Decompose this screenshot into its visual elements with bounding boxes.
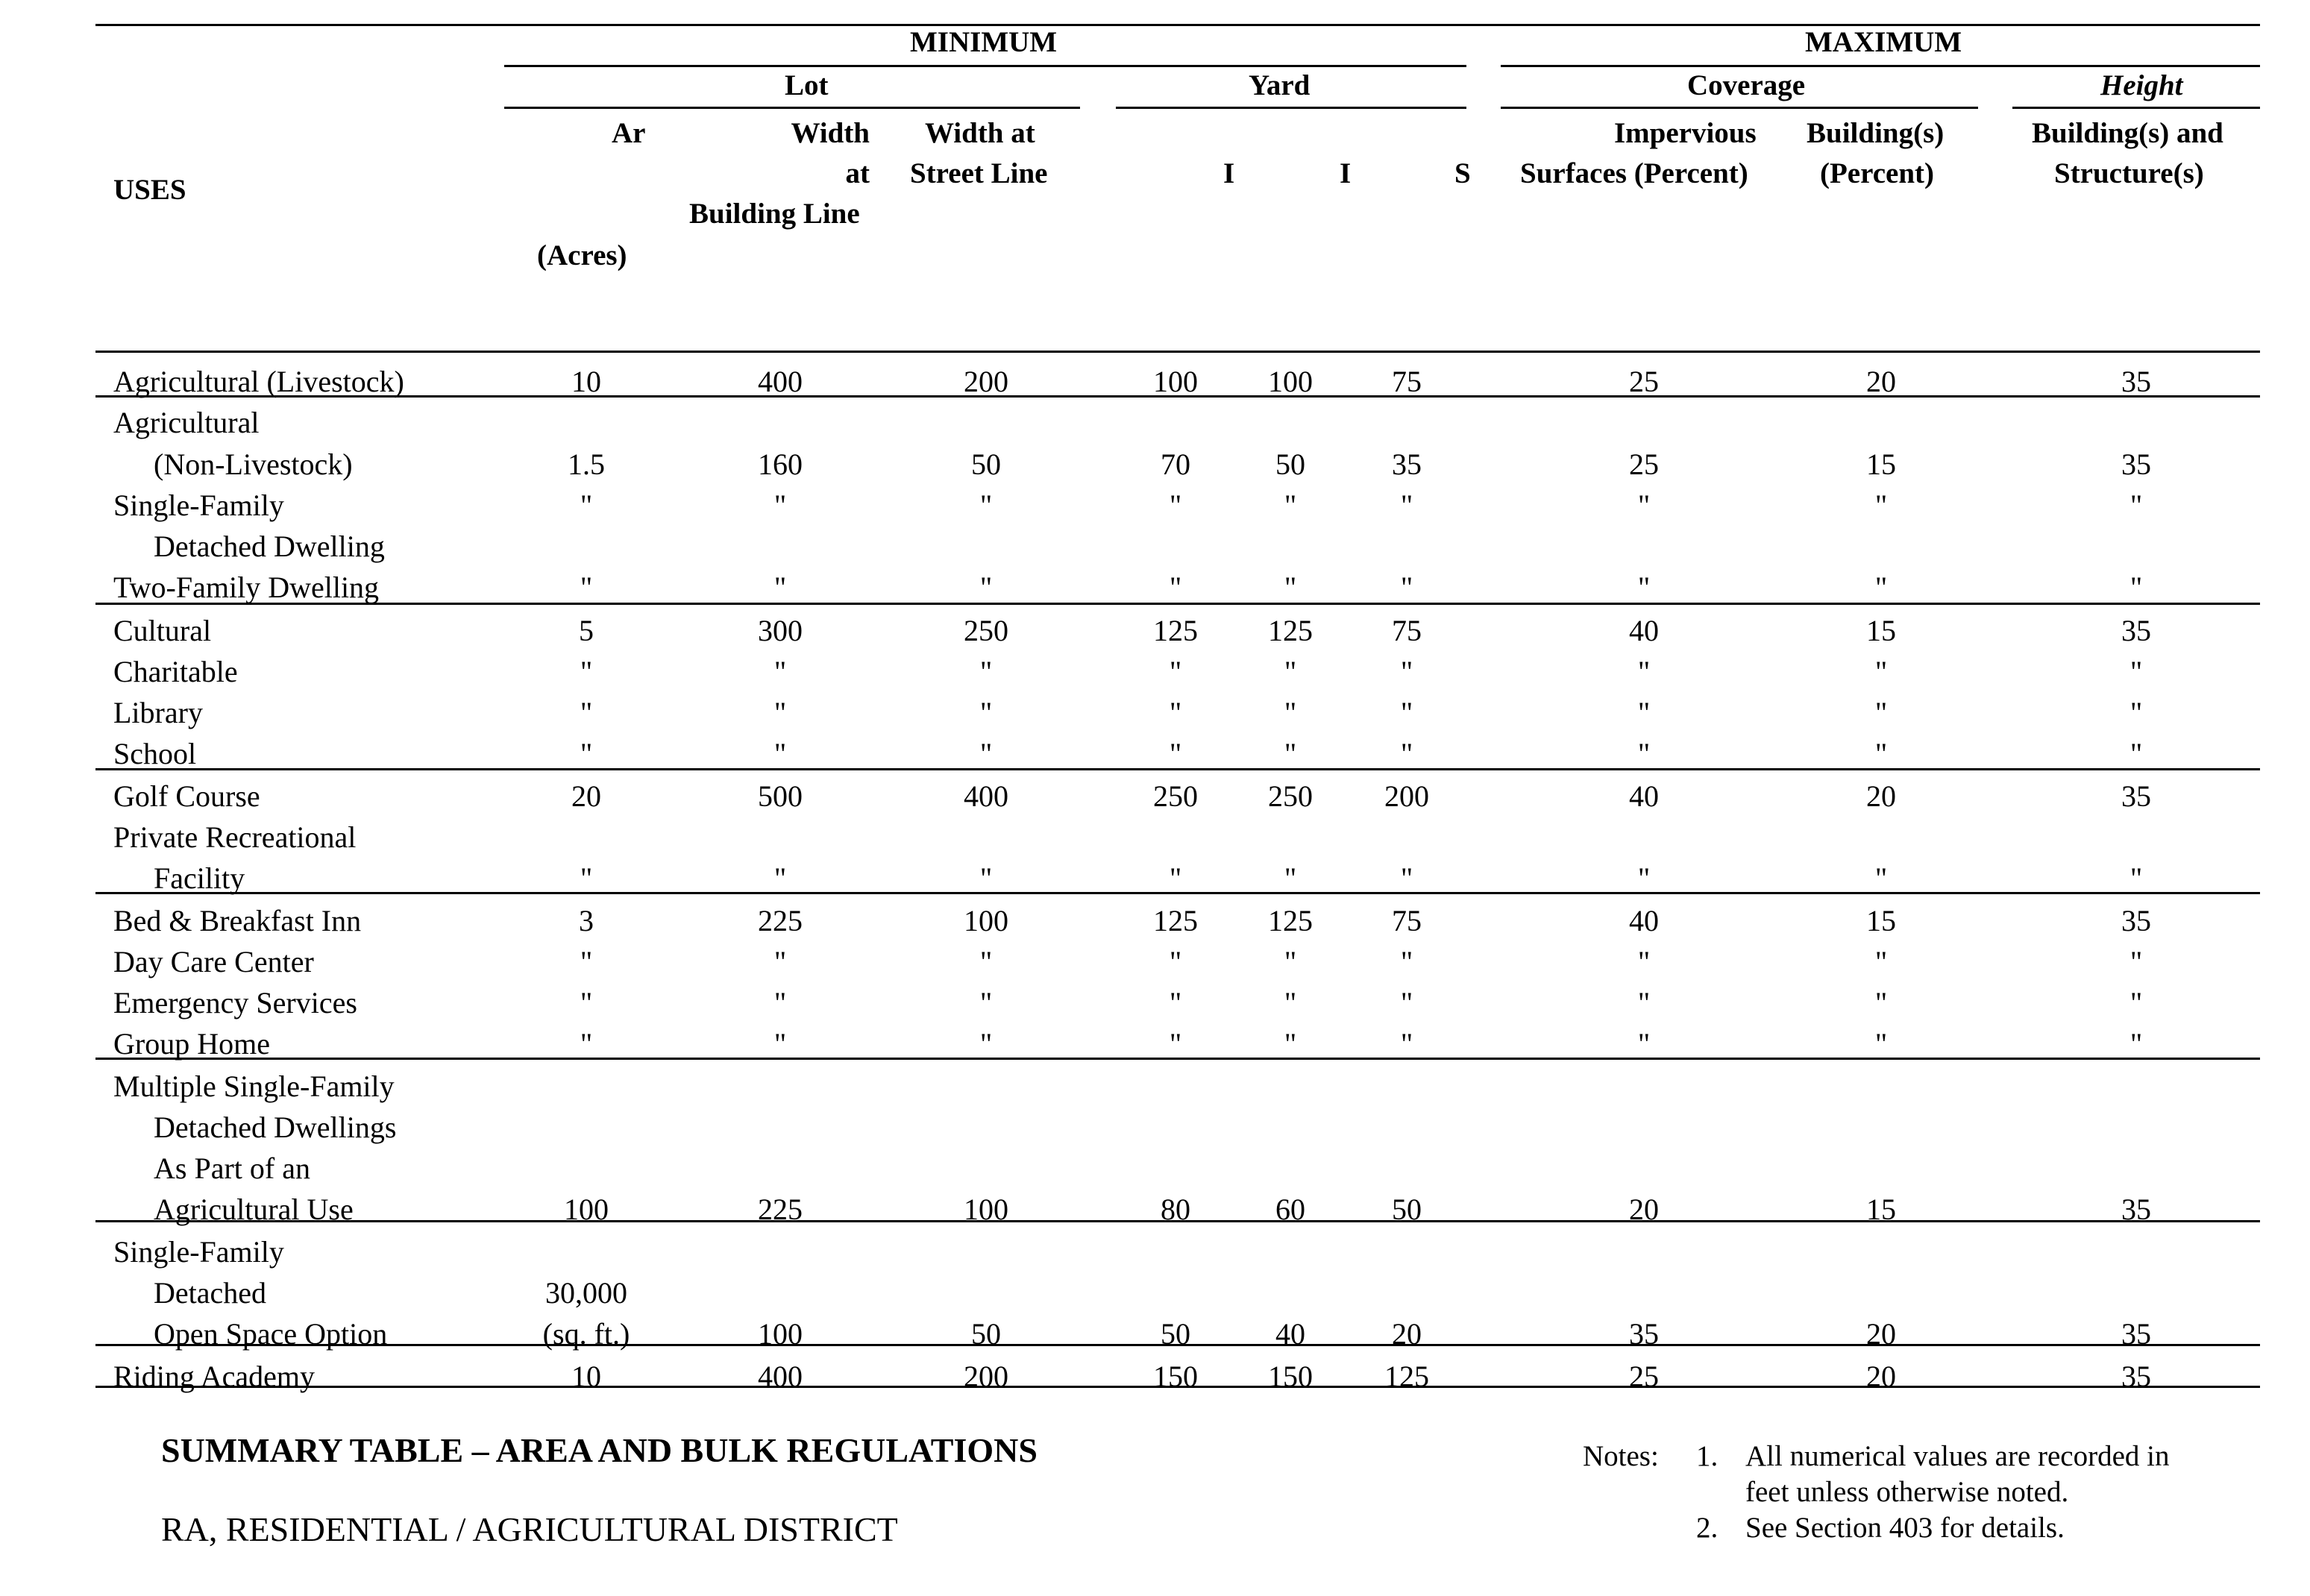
table-title: SUMMARY TABLE – AREA AND BULK REGULATIONS [161,1431,1038,1469]
cell-value: 40 [1629,779,1659,813]
cell-value: 35 [2121,1193,2151,1226]
cell-value: 15 [1866,447,1896,481]
cell-value: 35 [1392,447,1422,481]
cell-value: 35 [2121,779,2151,813]
cell-value: 75 [1392,614,1422,647]
cell-value: 400 [964,779,1008,813]
cell-value: 30,000 [545,1276,627,1310]
cell-value: 400 [758,1360,803,1393]
cell-value: 160 [758,447,803,481]
cell-value: " [1637,571,1651,604]
cell-value: " [773,655,787,688]
cell-value: " [1637,945,1651,978]
cell-value: 100 [564,1193,609,1226]
cell-value: 10 [571,365,601,398]
header-maximum: MAXIMUM [1805,26,1962,58]
header-height-l2: Structure(s) [2054,157,2204,189]
cell-value: 250 [964,614,1008,647]
header-width-bl-l2: at [845,157,870,189]
cell-value: " [580,696,593,729]
cell-value: 300 [758,614,803,647]
cell-value: 15 [1866,1193,1896,1226]
cell-value: " [1169,986,1182,1020]
cell-value: " [773,1027,787,1061]
cell-value: " [1400,655,1413,688]
cell-value: 20 [1866,1360,1896,1393]
cell-value: " [1169,655,1182,688]
cell-value: 20 [1392,1317,1422,1351]
cell-value: 35 [2121,904,2151,937]
row-label: Facility [154,861,245,895]
cell-value: " [580,571,593,604]
cell-value: 50 [971,1317,1001,1351]
cell-value: " [979,655,993,688]
cell-value: 20 [1866,779,1896,813]
cell-value: " [2129,571,2143,604]
cell-value: " [979,696,993,729]
cell-value: 150 [1153,1360,1198,1393]
cell-value: " [1169,571,1182,604]
cell-value: 25 [1629,1360,1659,1393]
cell-value: " [1874,945,1888,978]
cell-value: " [580,1027,593,1061]
cell-value: 35 [2121,1317,2151,1351]
row-label: Library [113,696,203,729]
cell-value: 250 [1153,779,1198,813]
row-label: (Non-Livestock) [154,447,353,481]
cell-value: " [1400,861,1413,895]
cell-value: 60 [1275,1193,1305,1226]
cell-value: " [1874,986,1888,1020]
row-label: Charitable [113,655,238,688]
cell-value: 100 [758,1317,803,1351]
cell-value: " [1637,737,1651,770]
notes-label: Notes: [1583,1440,1659,1472]
row-label: Detached Dwellings [154,1110,397,1144]
cell-value: " [2129,488,2143,522]
row-label: Single-Family [113,1235,284,1269]
cell-value: " [1874,861,1888,895]
header-width-sl-l1: Width at [925,117,1035,149]
header-yard: Yard [1249,69,1311,101]
row-label: Single-Family [113,488,284,522]
cell-value: 5 [579,614,594,647]
cell-value: " [1284,861,1297,895]
cell-value: " [1284,1027,1297,1061]
cell-value: " [773,696,787,729]
cell-value: 70 [1161,447,1190,481]
row-label: As Part of an [154,1152,310,1185]
header-yard-rear: I [1340,157,1352,189]
cell-value: " [1284,488,1297,522]
row-label: Golf Course [113,779,260,813]
note-1-number: 1. [1696,1440,1719,1472]
cell-value: " [1874,1027,1888,1061]
cell-value: " [1284,696,1297,729]
cell-value: 125 [1153,614,1198,647]
cell-value: " [2129,655,2143,688]
cell-value: 100 [1268,365,1313,398]
cell-value: " [1874,655,1888,688]
cell-value: " [773,488,787,522]
cell-value: 50 [1392,1193,1422,1226]
row-label: Bed & Breakfast Inn [113,904,362,937]
cell-value: " [979,488,993,522]
header-coverage: Coverage [1687,69,1806,101]
row-label: Day Care Center [113,945,314,978]
cell-value: " [580,861,593,895]
cell-value: 50 [1275,447,1305,481]
row-label: Agricultural (Livestock) [113,365,404,398]
cell-value: " [2129,737,2143,770]
minimum-rule [504,65,1466,67]
cell-value: " [1400,986,1413,1020]
row-label: Detached [154,1276,267,1310]
cell-value: 125 [1268,614,1313,647]
header-width-bl-l3: Building Line [689,198,860,230]
cell-value: " [1284,737,1297,770]
cell-value: (sq. ft.) [542,1317,630,1351]
note-2-text: See Section 403 for details. [1745,1512,2065,1544]
cell-value: " [1284,986,1297,1020]
header-impervious-l1: Impervious [1614,117,1757,149]
cell-value: 40 [1275,1317,1305,1351]
cell-value: 100 [964,904,1008,937]
row-label: School [113,737,197,770]
cell-value: 200 [964,365,1008,398]
cell-value: 225 [758,1193,803,1226]
district-name: RA, RESIDENTIAL / AGRICULTURAL DISTRICT [161,1510,898,1548]
cell-value: " [1284,655,1297,688]
cell-value: " [1874,696,1888,729]
header-bottom-rule [95,351,2260,353]
cell-value: " [580,945,593,978]
header-building-l2: (Percent) [1820,157,1935,189]
cell-value: " [979,1027,993,1061]
row-label: Agricultural Use [154,1193,354,1226]
cell-value: 35 [2121,1360,2151,1393]
cell-value: 40 [1629,904,1659,937]
cell-value: " [1284,945,1297,978]
cell-value: 25 [1629,365,1659,398]
cell-value: " [1169,488,1182,522]
cell-value: 250 [1268,779,1313,813]
cell-value: " [1400,945,1413,978]
cell-value: " [773,571,787,604]
row-label: Two-Family Dwelling [113,571,380,604]
cell-value: " [1874,571,1888,604]
header-height: Height [2100,69,2183,101]
header-yard-side: S [1454,157,1471,189]
note-1-line-1: All numerical values are recorded in [1745,1440,2170,1472]
cell-value: 20 [571,779,601,813]
cell-value: " [2129,945,2143,978]
cell-value: 400 [758,365,803,398]
cell-value: " [979,571,993,604]
cell-value: " [1637,861,1651,895]
header-width-sl-l2: Street Line [910,157,1048,189]
cell-value: 35 [1629,1317,1659,1351]
cell-value: 200 [1384,779,1429,813]
cell-value: " [580,986,593,1020]
cell-value: " [1169,696,1182,729]
header-building-l1: Building(s) [1807,117,1945,149]
header-uses: USES [113,174,186,206]
cell-value: 35 [2121,365,2151,398]
header-yard-front: I [1223,157,1235,189]
cell-value: " [1637,986,1651,1020]
cell-value: 50 [971,447,1001,481]
cell-value: " [1284,571,1297,604]
row-label: Group Home [113,1027,270,1061]
cell-value: " [2129,986,2143,1020]
header-area-l2: (Acres) [537,239,627,271]
lot-rule [504,107,1080,109]
cell-value: 150 [1268,1360,1313,1393]
coverage-rule [1501,107,1978,109]
header-height-l1: Building(s) and [2032,117,2223,149]
cell-value: " [1637,696,1651,729]
row-label: Multiple Single-Family [113,1069,395,1103]
cell-value: 20 [1629,1193,1659,1226]
note-1-line-2: feet unless otherwise noted. [1745,1476,2069,1508]
cell-value: " [773,945,787,978]
cell-value: " [773,737,787,770]
header-impervious-l2: Surfaces (Percent) [1520,157,1748,189]
cell-value: 35 [2121,614,2151,647]
cell-value: " [2129,1027,2143,1061]
cell-value: 1.5 [568,447,605,481]
cell-value: " [1400,737,1413,770]
cell-value: " [1637,488,1651,522]
note-2-number: 2. [1696,1512,1719,1544]
cell-value: 75 [1392,365,1422,398]
cell-value: " [1169,861,1182,895]
header-area-l1: Ar [612,117,646,149]
cell-value: " [1400,696,1413,729]
cell-value: 225 [758,904,803,937]
cell-value: " [979,986,993,1020]
cell-value: " [1169,737,1182,770]
cell-value: 125 [1384,1360,1429,1393]
cell-value: " [1637,655,1651,688]
cell-value: " [580,655,593,688]
yard-rule [1116,107,1466,109]
cell-value: 35 [2121,447,2151,481]
cell-value: 3 [579,904,594,937]
cell-value: " [1169,1027,1182,1061]
cell-value: 20 [1866,1317,1896,1351]
header-lot: Lot [785,69,829,101]
cell-value: " [580,737,593,770]
row-label: Riding Academy [113,1360,315,1393]
row-label: Open Space Option [154,1317,388,1351]
cell-value: " [1874,737,1888,770]
cell-value: " [979,737,993,770]
row-label: Detached Dwelling [154,530,385,563]
cell-value: " [1637,1027,1651,1061]
cell-value: 25 [1629,447,1659,481]
cell-value: 80 [1161,1193,1190,1226]
row-label: Agricultural [113,406,260,439]
cell-value: 10 [571,1360,601,1393]
height-rule [2012,107,2260,109]
cell-value: " [1169,945,1182,978]
header-width-bl-l1: Width [791,117,870,149]
header-minimum: MINIMUM [910,26,1058,58]
cell-value: " [979,861,993,895]
cell-value: 50 [1161,1317,1190,1351]
row-label: Private Recreational [113,820,357,854]
cell-value: " [2129,861,2143,895]
cell-value: 125 [1153,904,1198,937]
cell-value: " [979,945,993,978]
cell-value: 200 [964,1360,1008,1393]
cell-value: " [1400,488,1413,522]
cell-value: " [1400,1027,1413,1061]
cell-value: " [580,488,593,522]
cell-value: " [773,861,787,895]
cell-value: 40 [1629,614,1659,647]
row-label: Cultural [113,614,212,647]
row-label: Emergency Services [113,986,357,1020]
cell-value: 125 [1268,904,1313,937]
cell-value: 15 [1866,904,1896,937]
cell-value: " [2129,696,2143,729]
cell-value: " [773,986,787,1020]
cell-value: " [1400,571,1413,604]
cell-value: 100 [1153,365,1198,398]
cell-value: 20 [1866,365,1896,398]
cell-value: 500 [758,779,803,813]
cell-value: 75 [1392,904,1422,937]
cell-value: 15 [1866,614,1896,647]
cell-value: " [1874,488,1888,522]
cell-value: 100 [964,1193,1008,1226]
maximum-rule [1501,65,2260,67]
